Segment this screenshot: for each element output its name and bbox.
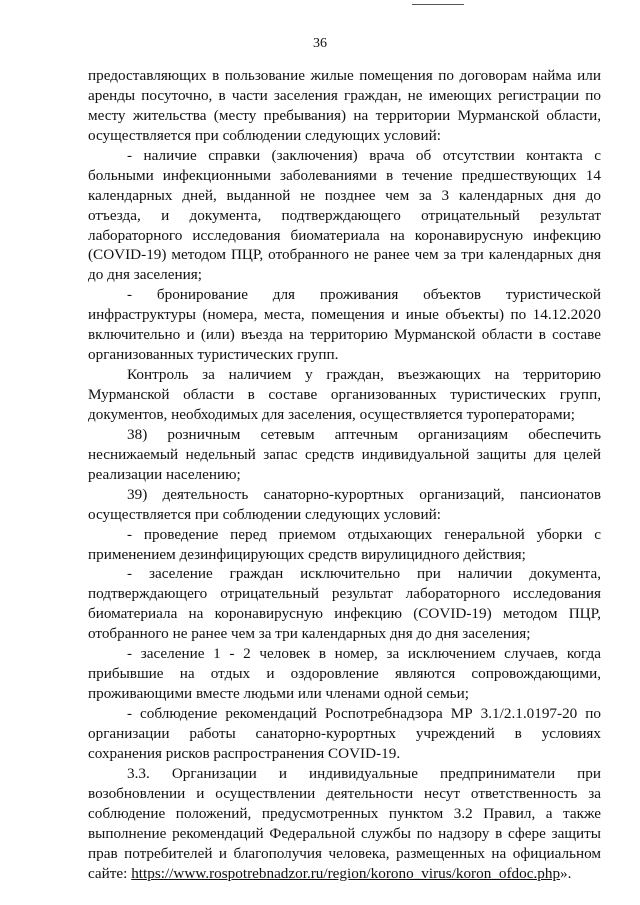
text-line: аренды посуточно, в части заселения граждан, не имеющих регистрации по	[88, 86, 601, 104]
text-line: - заселение граждан исключительно при наличии документа,	[127, 565, 601, 583]
text-line: 39) деятельность санаторно-курортных организаций, пансионатов	[127, 485, 601, 503]
text-line: Контроль за наличием у граждан, въезжающих на территорию	[127, 366, 601, 384]
text-line: месту жительства (месту пребывания) на территории Мурманской области,	[88, 106, 601, 124]
text-line: организации работы санаторно-курортных учреждений в условиях	[88, 724, 601, 742]
text-line: больными инфекционными заболеваниями в течение предшествующих 14	[88, 166, 601, 184]
text-line: предоставляющих в пользование жилые помещения по договорам найма или	[88, 67, 601, 84]
text-line: - проведение перед приемом отдыхающих генеральной уборки с	[127, 525, 601, 543]
text-line: документов, необходимых для заселения, осуществляется туроператорами;	[88, 405, 575, 423]
text-line: включительно и (или) въезда на территорию Мурманской области в составе	[88, 326, 601, 344]
text-line: неснижаемый недельный запас средств индивидуальной защиты для целей	[88, 445, 601, 463]
final-line-prefix: сайте:	[88, 864, 132, 882]
top-edge-mark	[412, 4, 464, 5]
final-line-suffix: ».	[560, 864, 572, 882]
text-line: прав потребителей и благополучия человека, размещенных на официальном	[88, 844, 601, 862]
text-line: инфраструктуры (номера, места, помещения и иные объекты) по 14.12.2020	[88, 306, 601, 324]
text-line: организованных туристических групп.	[88, 346, 339, 364]
text-line: сохранения рисков распространения COVID-19.	[88, 744, 401, 762]
text-line: осуществляется при соблюдении следующих условий:	[88, 505, 441, 523]
text-line: прибывшие на отдых и оздоровление являются сопровождающими,	[88, 665, 601, 683]
text-line: 3.3. Организации и индивидуальные предприниматели при	[127, 764, 601, 782]
text-line: - наличие справки (заключения) врача об отсутствии контакта с	[127, 146, 601, 164]
page-number: 36	[313, 36, 327, 51]
text-line: Мурманской области в составе организованных туристических групп,	[88, 386, 601, 403]
text-line: - бронирование для проживания объектов туристической	[127, 286, 601, 304]
text-line: возобновлении и осуществлении деятельности несут ответственность за	[88, 784, 601, 802]
text-line: биоматериала на коронавирусную инфекцию (COVID-19) методом ПЦР,	[88, 605, 601, 623]
text-line: - заселение 1 - 2 человек в номер, за исключением случаев, когда	[127, 645, 601, 663]
text-line: выполнение рекомендаций Федеральной службы по надзору в сфере защиты	[88, 824, 601, 842]
text-line: отъезда, и документа, подтверждающего отрицательный результат	[88, 206, 601, 224]
text-line: - соблюдение рекомендаций Роспотребнадзора МР 3.1/2.1.0197-20 по	[127, 705, 601, 722]
text-line: подтверждающего отрицательный результат лабораторного исследования	[88, 585, 601, 603]
text-line: соблюдение положений, предусмотренных пунктом 3.2 Правил, а также	[88, 804, 601, 822]
text-line: 38) розничным сетевым аптечным организациям обеспечить	[127, 425, 601, 443]
text-line: проживающими вместе людьми или членами одной семьи;	[88, 685, 469, 703]
text-line: отобранного не ранее чем за три календарных дня до дня заселения;	[88, 625, 531, 643]
text-line: календарных дней, выданной не позднее чем за 3 календарных дня до	[88, 186, 601, 204]
text-line: реализации населению;	[88, 465, 241, 483]
text-line: лабораторного исследования биоматериала на коронавирусную инфекцию	[88, 226, 601, 244]
text-line: применением дезинфицирующих средств вирулицидного действия;	[88, 545, 526, 563]
document-body	[88, 66, 601, 883]
source-url-link[interactable]: https://www.rospotrebnadzor.ru/region/korono_virus/koron_ofdoc.php	[131, 864, 561, 882]
text-line: осуществляется при соблюдении следующих условий:	[88, 126, 441, 144]
text-line: до дня заселения;	[88, 266, 202, 284]
final-line	[88, 864, 601, 884]
text-line: (COVID-19) методом ПЦР, отобранного не ранее чем за три календарных дня	[88, 246, 601, 264]
